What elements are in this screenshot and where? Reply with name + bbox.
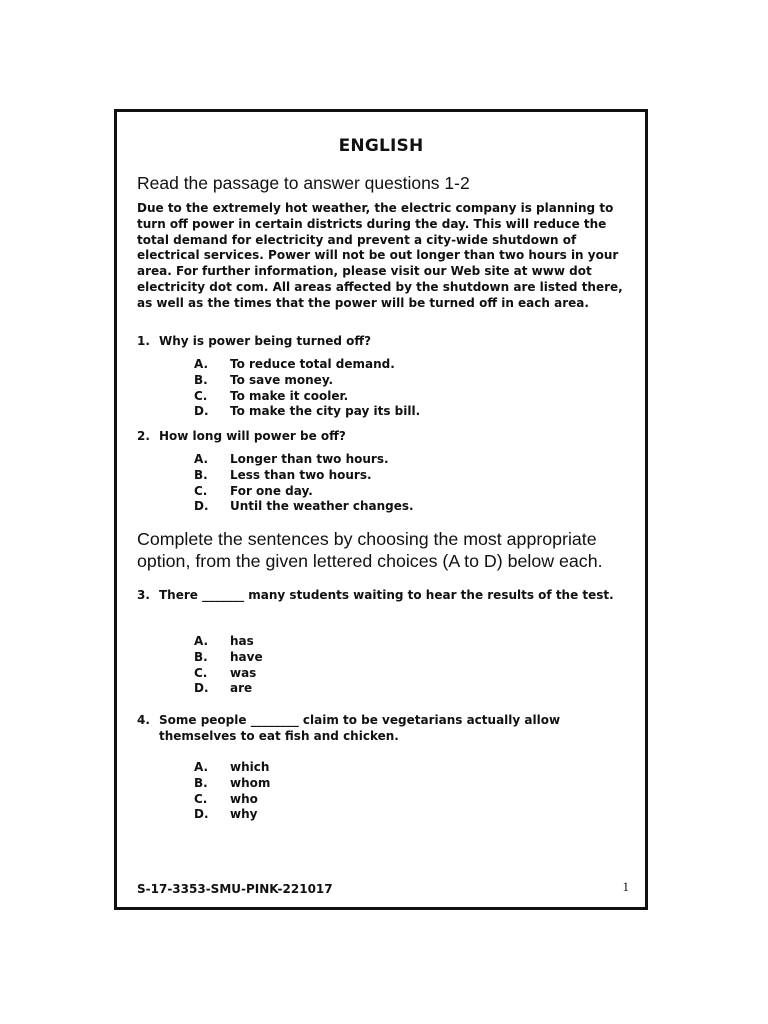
- option-letter: D.: [194, 404, 209, 419]
- option-letter: C.: [194, 483, 208, 498]
- reading-passage: Due to the extremely hot weather, the electric company is planning to turn off power in certain districts during the day. This will reduce the total demand for electricity and prevent a city-wide shutdown of electrical services. Power will not be out longer than two hours in your area. For further information, please visit our Web site at www dot electricity dot com. All areas affected by the shutdown are listed there, as well as the times that the power will be turned off in each area.: [137, 201, 623, 310]
- page-number: 1: [622, 879, 629, 894]
- option-letter: A.: [194, 634, 209, 648]
- question-number: 3.: [137, 588, 150, 602]
- page-frame: [114, 109, 648, 910]
- option-letter: D.: [194, 807, 209, 822]
- option-c: [194, 666, 554, 682]
- option-letter: D.: [194, 681, 209, 696]
- question-4: [137, 713, 637, 745]
- option-b: [194, 776, 554, 792]
- option-b: [194, 650, 554, 666]
- option-text: has: [230, 634, 254, 648]
- option-text: have: [230, 649, 263, 664]
- option-letter: C.: [194, 388, 208, 403]
- section-title-sentences: Complete the sentences by choosing the most appropriate option, from the given lettered choices (A to D) below each.: [137, 529, 603, 571]
- option-a: [194, 452, 554, 468]
- option-b: [194, 468, 554, 484]
- option-b: [194, 373, 554, 389]
- option-text: To reduce total demand.: [230, 357, 395, 371]
- section-title-reading: Read the passage to answer questions 1-2: [137, 173, 470, 193]
- option-d: [194, 681, 554, 697]
- option-d: [194, 499, 554, 515]
- option-text: Longer than two hours.: [230, 452, 389, 466]
- option-letter: B.: [194, 649, 208, 664]
- option-letter: C.: [194, 665, 208, 680]
- option-text: are: [230, 681, 253, 696]
- option-letter: A.: [194, 452, 209, 466]
- option-d: [194, 404, 554, 420]
- question-number: 2.: [137, 429, 150, 443]
- question-4-options: [194, 760, 554, 823]
- option-text: Until the weather changes.: [230, 499, 414, 514]
- option-letter: D.: [194, 499, 209, 514]
- option-a: [194, 634, 554, 650]
- option-text: was: [230, 665, 257, 680]
- question-number: 1.: [137, 334, 150, 348]
- option-text: who: [230, 791, 258, 806]
- option-letter: B.: [194, 775, 208, 790]
- option-letter: C.: [194, 791, 208, 806]
- question-3-options: [194, 634, 554, 697]
- question-text: Some people ________ claim to be vegetarians actually allow themselves to eat fish and chicken.: [159, 713, 561, 743]
- question-2-options: [194, 452, 554, 515]
- option-text: To make the city pay its bill.: [230, 404, 421, 419]
- option-letter: B.: [194, 467, 208, 482]
- option-letter: A.: [194, 357, 209, 371]
- question-1: [137, 334, 637, 350]
- option-text: Less than two hours.: [230, 467, 372, 482]
- option-d: [194, 807, 554, 823]
- document-code: S-17-3353-SMU-PINK-221017: [137, 882, 333, 896]
- option-a: [194, 760, 554, 776]
- option-c: [194, 389, 554, 405]
- question-1-options: [194, 357, 554, 420]
- option-text: whom: [230, 775, 271, 790]
- option-c: [194, 792, 554, 808]
- option-c: [194, 484, 554, 500]
- option-text: For one day.: [230, 483, 313, 498]
- question-text: There _______ many students waiting to hear the results of the test.: [159, 588, 614, 602]
- option-letter: A.: [194, 760, 209, 774]
- question-text: Why is power being turned off?: [159, 334, 372, 348]
- option-text: To save money.: [230, 372, 334, 387]
- option-text: To make it cooler.: [230, 388, 349, 403]
- option-a: [194, 357, 554, 373]
- question-3: [137, 588, 637, 604]
- option-text: which: [230, 760, 270, 774]
- question-text: How long will power be off?: [159, 429, 346, 443]
- option-text: why: [230, 807, 258, 822]
- question-number: 4.: [137, 713, 150, 727]
- page-heading: ENGLISH: [338, 136, 424, 156]
- option-letter: B.: [194, 372, 208, 387]
- question-2: [137, 429, 637, 445]
